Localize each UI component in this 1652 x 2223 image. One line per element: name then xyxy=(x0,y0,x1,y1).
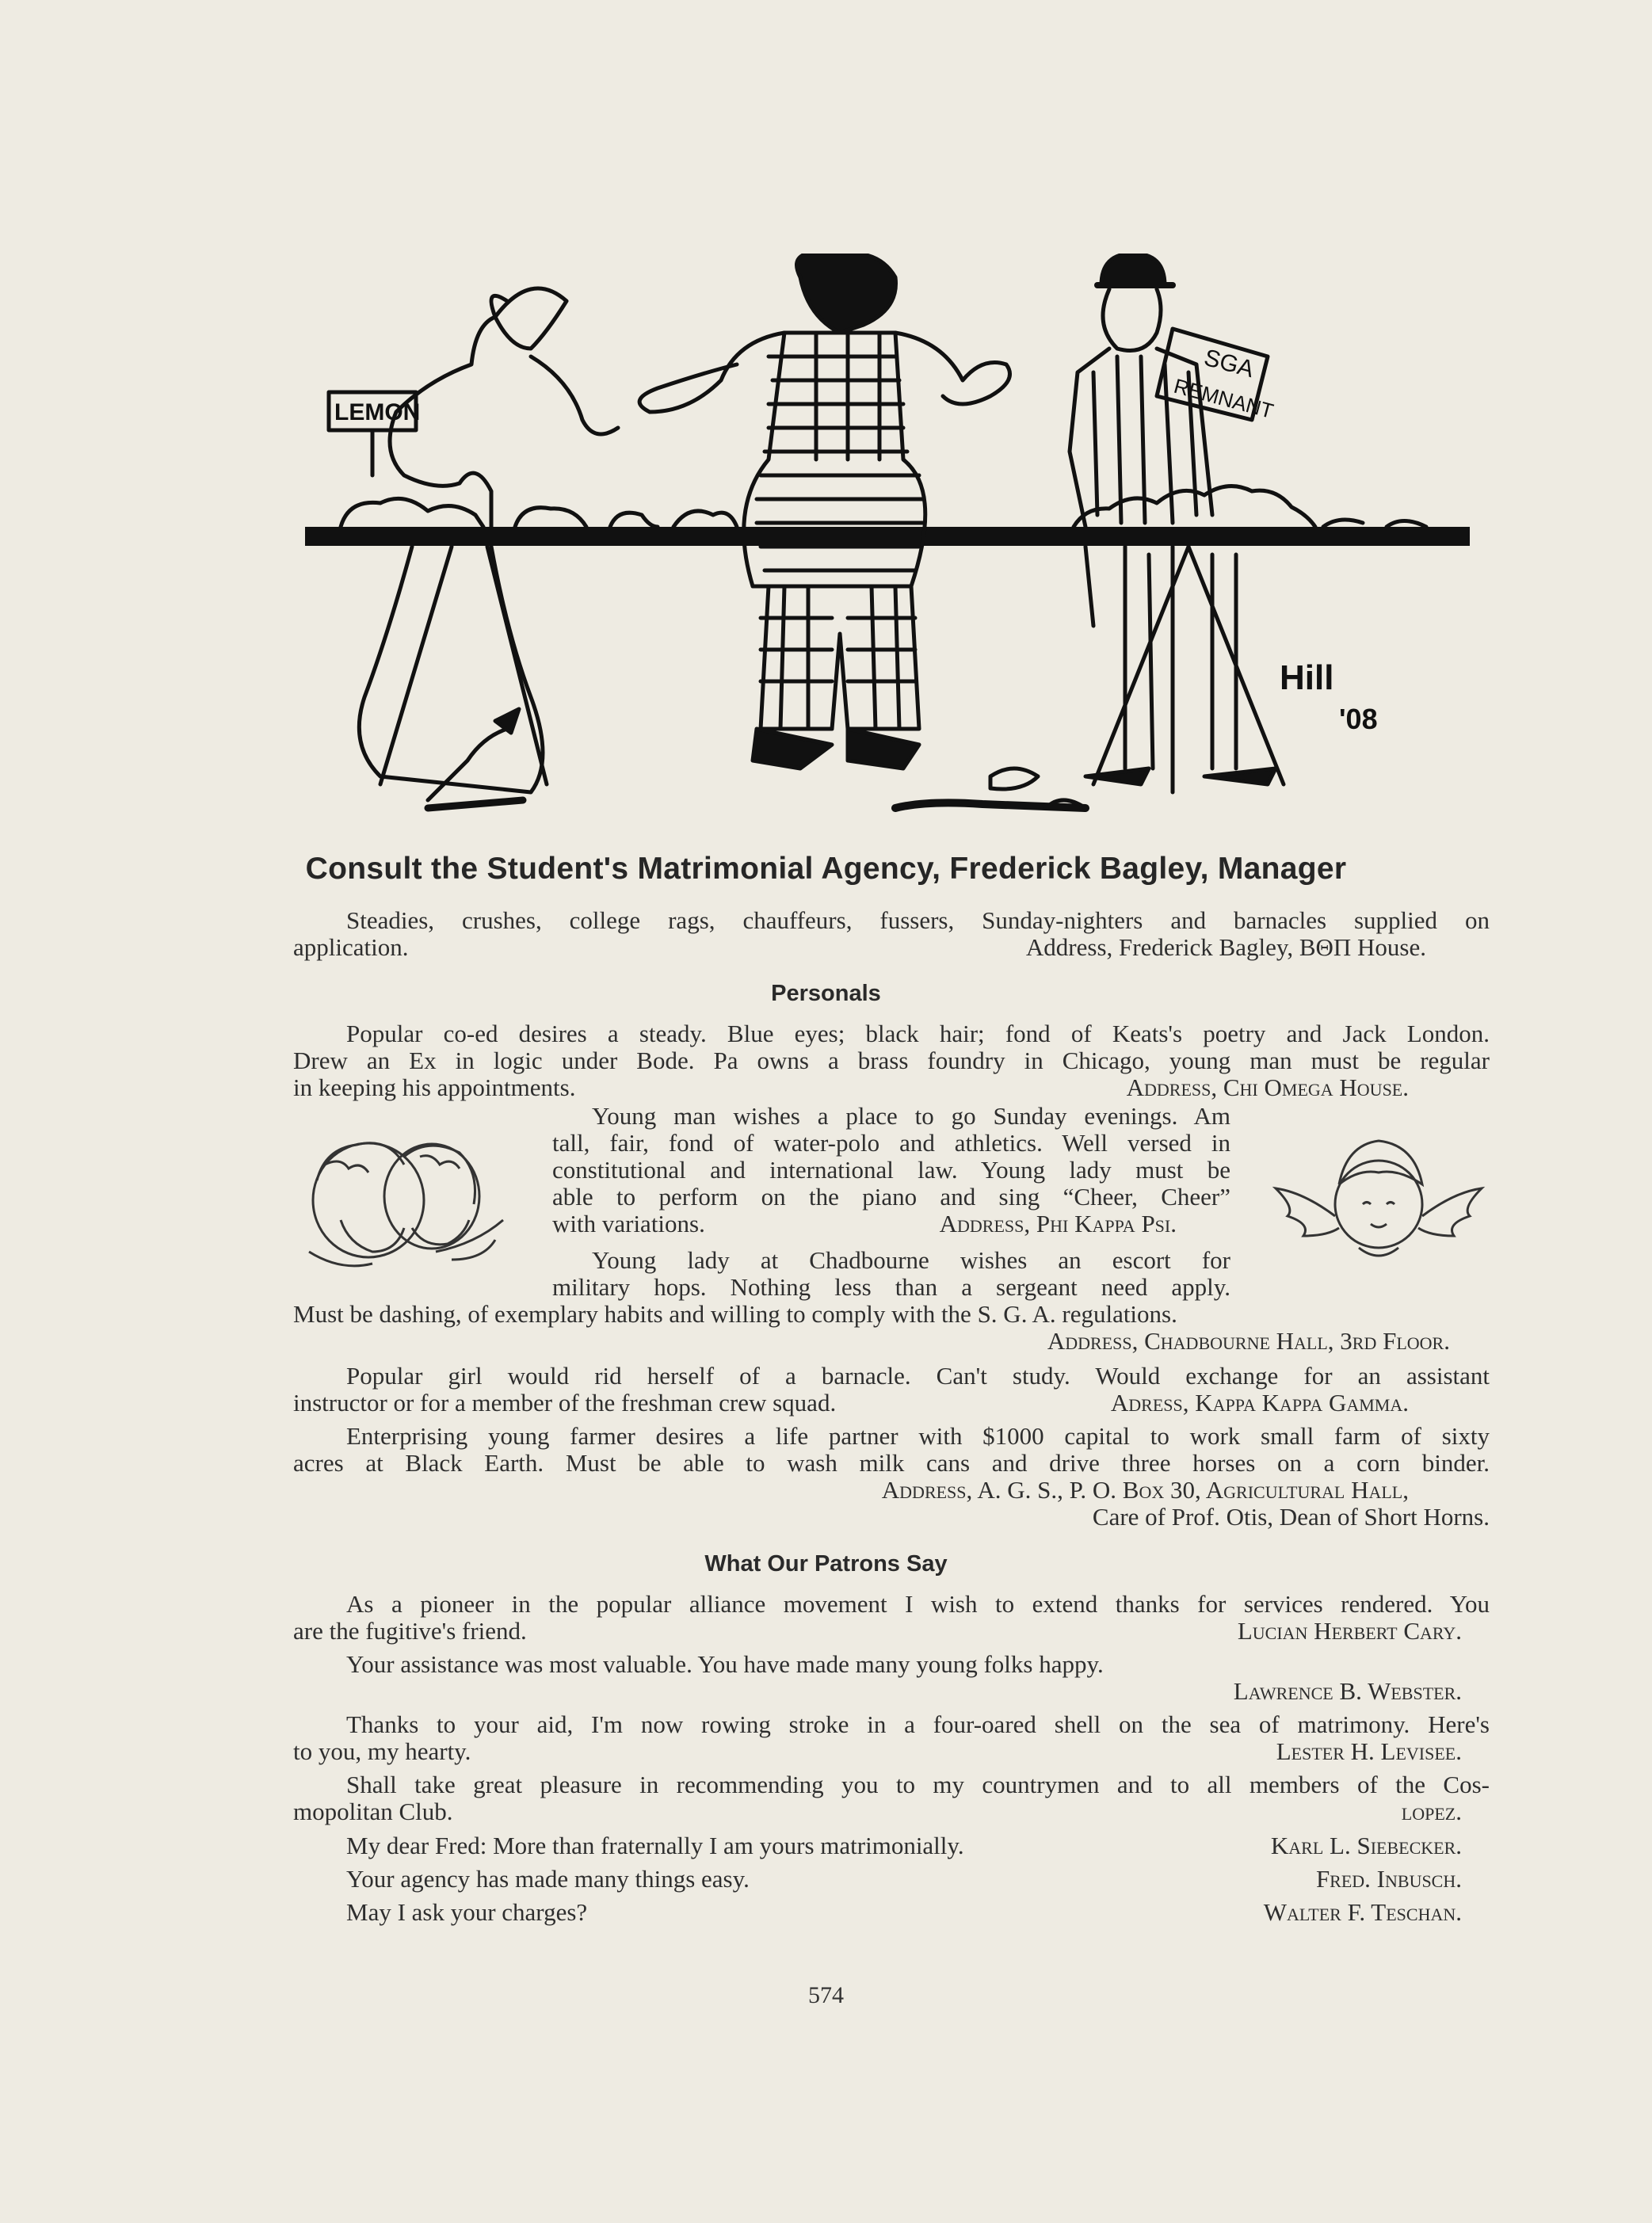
testimonial-5-signature: Karl L. Siebecker. xyxy=(1270,1832,1462,1859)
testimonial-2-line-1: Your assistance was most valuable. You have made many young folks happy. xyxy=(346,1650,1104,1678)
testimonial-6-signature: Fred. Inbusch. xyxy=(1315,1865,1462,1893)
ad2-line-4: able to perform on the piano and sing “Cheer, Cheer” xyxy=(552,1183,1230,1211)
ad4-address: Adress, Kappa Kappa Gamma. xyxy=(1110,1389,1409,1417)
testimonial-5-line-1: My dear Fred: More than fraternally I am yours matrimonially. xyxy=(346,1832,964,1859)
testimonial-7-line-1: May I ask your charges? xyxy=(346,1898,588,1926)
kissing-cherubs-image xyxy=(293,1133,507,1275)
sign-right-text-2: REMNANT xyxy=(1171,373,1276,424)
ad1-line-1: Popular co-ed desires a steady. Blue eyes; black hair; fond of Keats's poetry and Jack London. xyxy=(346,1020,1490,1047)
ad3-address: Address, Chadbourne Hall, 3rd Floor. xyxy=(1047,1327,1450,1355)
ad2-line-5: with variations. xyxy=(552,1210,705,1237)
testimonial-3-line-2: to you, my hearty. xyxy=(293,1737,471,1765)
ad5-address-1: Address, A. G. S., P. O. Box 30, Agricultural Hall, xyxy=(881,1476,1409,1504)
winged-cherub-image xyxy=(1272,1129,1486,1279)
patrons-heading: What Our Patrons Say xyxy=(704,1551,948,1577)
testimonial-3-line-1: Thanks to your aid, I'm now rowing stroke in a four-oared shell on the sea of matrimony. Here's xyxy=(346,1710,1490,1738)
testimonial-7-signature: Walter F. Teschan. xyxy=(1263,1898,1462,1926)
sign-right-text-1: SGA xyxy=(1201,344,1257,383)
testimonial-4-line-1: Shall take great pleasure in recommending you to my countrymen and to all members of the Cos- xyxy=(346,1771,1490,1798)
intro-address: Address, Frederick Bagley, BΘΠ House. xyxy=(1025,933,1426,961)
ad2-line-2: tall, fair, fond of water-polo and athletics. Well versed in xyxy=(552,1129,1230,1157)
headline: Consult the Student's Matrimonial Agency, Frederick Bagley, Manager xyxy=(305,852,1347,886)
ad3-line-1: Young lady at Chadbourne wishes an escort for xyxy=(592,1246,1230,1274)
ad1-line-2: Drew an Ex in logic under Bode. Pa owns a brass foundry in Chicago, young man must be regular xyxy=(293,1047,1490,1074)
testimonial-1-signature: Lucian Herbert Cary. xyxy=(1237,1617,1462,1645)
ad5-line-2: acres at Black Earth. Must be able to wash milk cans and drive three horses on a corn binder. xyxy=(293,1449,1490,1477)
sign-left-text: LEMON xyxy=(334,399,421,425)
ad4-line-1: Popular girl would rid herself of a barnacle. Can't study. Would exchange for an assistant xyxy=(346,1362,1490,1390)
ad5-address-2: Care of Prof. Otis, Dean of Short Horns. xyxy=(1092,1503,1490,1531)
ad1-line-3: in keeping his appointments. xyxy=(293,1073,576,1101)
ad2-line-3: constitutional and international law. Young lady must be xyxy=(552,1156,1230,1184)
ad2-line-1: Young man wishes a place to go Sunday evenings. Am xyxy=(592,1102,1230,1130)
testimonial-2-signature: Lawrence B. Webster. xyxy=(1233,1677,1462,1705)
intro-line-2-left: application. xyxy=(293,933,409,961)
testimonial-4-signature: lopez. xyxy=(1401,1798,1462,1825)
ad5-line-1: Enterprising young farmer desires a life partner with $1000 capital to work small farm of sixty xyxy=(346,1422,1490,1450)
page-number: 574 xyxy=(808,1982,844,2008)
cartoon-illustration xyxy=(293,254,1482,840)
ad3-line-3: Must be dashing, of exemplary habits and willing to comply with the S. G. A. regulations. xyxy=(293,1300,1177,1328)
testimonial-4-line-2: mopolitan Club. xyxy=(293,1798,453,1825)
ad4-line-2: instructor or for a member of the freshman crew squad. xyxy=(293,1389,837,1417)
artist-signature-year: '08 xyxy=(1339,703,1378,735)
artist-signature: Hill xyxy=(1280,658,1334,697)
ad3-line-2: military hops. Nothing less than a sergeant need apply. xyxy=(552,1273,1230,1301)
testimonial-3-signature: Lester H. Levisee. xyxy=(1276,1737,1462,1765)
ad2-address: Address, Phi Kappa Psi. xyxy=(939,1210,1177,1237)
testimonial-1-line-1: As a pioneer in the popular alliance movement I wish to extend thanks for services rendered. You xyxy=(346,1590,1490,1618)
ad1-address: Address, Chi Omega House. xyxy=(1126,1073,1409,1101)
intro-line-1: Steadies, crushes, college rags, chauffeurs, fussers, Sunday-nighters and barnacles supplied on xyxy=(346,906,1490,934)
testimonial-6-line-1: Your agency has made many things easy. xyxy=(346,1865,750,1893)
testimonial-1-line-2: are the fugitive's friend. xyxy=(293,1617,527,1645)
personals-heading: Personals xyxy=(771,981,881,1006)
